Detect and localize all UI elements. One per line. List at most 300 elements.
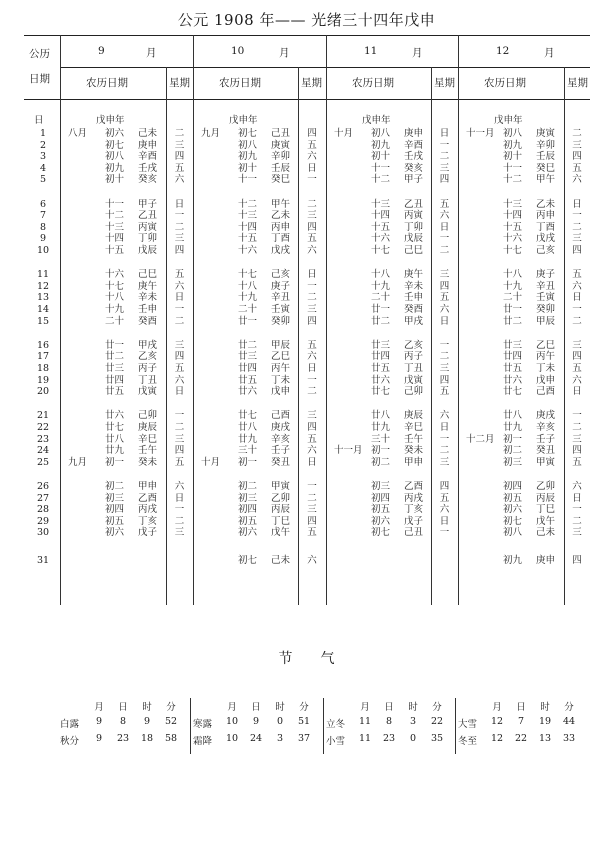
lunar-day: 十七 [105, 280, 125, 292]
jieqi-value: 33 [562, 733, 576, 744]
weekday: 一 [174, 410, 185, 422]
table-top-rule [24, 35, 590, 36]
jieqi-value: 0 [276, 716, 284, 727]
lunar-day: 十九 [503, 280, 523, 292]
weekday: 日 [572, 386, 582, 398]
lunar-day: 十五 [105, 245, 125, 256]
day-number: 14 [36, 304, 50, 315]
weekday: 三 [174, 527, 185, 539]
ganzhi: 辛卯 [536, 139, 556, 151]
weekday: 三 [174, 139, 185, 151]
day-number: 6 [39, 198, 47, 210]
lunar-day: 初十 [371, 151, 391, 163]
month-number: 11 [364, 45, 378, 57]
ganzhi: 庚申 [404, 128, 424, 139]
lunar-day: 十七 [238, 269, 258, 281]
ganzhi: 甲寅 [536, 456, 556, 468]
weekday: 二 [439, 245, 450, 256]
ganzhi: 乙酉 [138, 492, 158, 504]
lunar-month-marker: 十月 [334, 128, 354, 139]
jieqi-column-header: 时 [275, 702, 285, 713]
weekday: 五 [439, 492, 450, 504]
lunar-day: 十二 [371, 174, 391, 186]
ganzhi: 丁亥 [404, 504, 424, 516]
ganzhi: 戊寅 [138, 386, 158, 398]
weekday: 二 [572, 128, 582, 139]
jieqi-value: 23 [116, 733, 130, 744]
weekday: 五 [307, 233, 317, 245]
lunar-day: 初二 [238, 481, 258, 492]
ganzhi: 辛卯 [271, 151, 291, 163]
lunar-day: 初八 [371, 128, 391, 139]
ganzhi: 己卯 [404, 386, 424, 398]
month-unit: 月 [544, 47, 555, 59]
lunar-day: 初十 [503, 151, 523, 163]
ganzhi: 庚戌 [271, 422, 291, 433]
jieqi-value: 10 [225, 733, 239, 744]
ganzhi: 甲子 [138, 198, 158, 210]
weekday: 六 [307, 445, 317, 457]
lunar-day: 廿三 [105, 363, 125, 374]
lunar-day: 十九 [238, 292, 258, 304]
ganzhi: 癸未 [138, 456, 158, 468]
month-number: 12 [496, 45, 510, 57]
weekday: 六 [572, 374, 582, 386]
ganzhi: 戊戌 [536, 233, 556, 245]
lunar-day: 廿一 [371, 304, 391, 315]
day-number: 22 [36, 422, 50, 433]
lunar-day: 初六 [105, 527, 125, 539]
lunar-day: 初二 [371, 456, 391, 468]
ganzhi: 辛酉 [138, 151, 158, 163]
ganzhi: 癸亥 [138, 174, 158, 186]
jieqi-divider [455, 698, 456, 754]
ganzhi: 丙申 [271, 221, 291, 233]
year-label: 戊申年 [96, 115, 125, 126]
day-number: 20 [36, 386, 50, 398]
weekday: 四 [174, 351, 185, 363]
lunar-day: 廿四 [503, 351, 523, 363]
ganzhi: 壬子 [536, 433, 556, 445]
weekday: 四 [439, 374, 450, 386]
lunar-day: 十四 [238, 221, 258, 233]
lunar-day: 初一 [371, 445, 391, 457]
jieqi-name: 寒露 [193, 719, 213, 730]
weekday: 四 [174, 445, 185, 457]
jieqi-value: 3 [276, 733, 284, 744]
ganzhi: 甲寅 [271, 481, 291, 492]
ganzhi: 癸卯 [271, 315, 291, 327]
jieqi-name: 白露 [60, 719, 80, 730]
lunar-day: 初九 [238, 151, 258, 163]
ganzhi: 己酉 [271, 410, 291, 422]
ganzhi: 丁巳 [536, 504, 556, 516]
weekday: 三 [307, 304, 317, 315]
weekday: 一 [174, 210, 185, 222]
ganzhi: 丙戌 [138, 504, 158, 516]
weekday: 二 [572, 422, 582, 433]
year-label: 戊申年 [362, 115, 391, 126]
lunar-day: 廿八 [371, 410, 391, 422]
ganzhi: 乙丑 [404, 198, 424, 210]
ganzhi: 丙寅 [138, 221, 158, 233]
lunar-day: 初五 [371, 504, 391, 516]
jieqi-value: 51 [297, 716, 311, 727]
ganzhi: 戊子 [138, 527, 158, 539]
lunar-day: 十九 [371, 280, 391, 292]
weekday: 一 [439, 527, 450, 539]
lunar-day: 廿三 [503, 339, 523, 351]
ganzhi: 乙亥 [404, 339, 424, 351]
lunar-day: 廿八 [503, 410, 523, 422]
ganzhi: 丁酉 [271, 233, 291, 245]
day-number: 2 [39, 139, 47, 151]
lunar-day: 初四 [105, 504, 125, 516]
weekday: 二 [307, 198, 317, 210]
weekday: 二 [307, 492, 317, 504]
jieqi-column-header: 日 [118, 702, 128, 713]
weekday: 五 [572, 269, 582, 281]
jieqi-value: 35 [430, 733, 444, 744]
ganzhi: 辛巳 [138, 433, 158, 445]
weekday: 二 [572, 221, 582, 233]
ganzhi: 戊午 [536, 515, 556, 527]
weekday: 三 [572, 433, 582, 445]
lunar-day: 初三 [105, 492, 125, 504]
weekday: 三 [572, 339, 582, 351]
ganzhi: 甲申 [404, 456, 424, 468]
day-number: 19 [36, 374, 50, 386]
day-number: 13 [36, 292, 50, 304]
lunar-day: 初四 [371, 492, 391, 504]
weekday: 四 [439, 174, 450, 186]
lunar-day: 初五 [105, 515, 125, 527]
day-number: 3 [39, 151, 47, 163]
weekday: 一 [572, 210, 582, 222]
day-number: 12 [36, 280, 50, 292]
lunar-day: 初一 [503, 433, 523, 445]
gongli-header-bottom: 日期 [29, 73, 50, 85]
weekday: 日 [439, 315, 450, 327]
jieqi-name: 立冬 [326, 719, 346, 730]
weekday: 二 [174, 315, 185, 327]
weekday: 一 [307, 481, 317, 492]
day-number: 8 [39, 221, 47, 233]
weekday: 一 [439, 339, 450, 351]
weekday: 三 [174, 233, 185, 245]
weekday: 四 [572, 445, 582, 457]
lunar-day: 十一 [503, 162, 523, 174]
weekday: 三 [174, 433, 185, 445]
lunar-day: 初七 [238, 128, 258, 139]
weekday: 三 [439, 162, 450, 174]
weekday: 日 [572, 292, 582, 304]
lunar-day: 初八 [503, 527, 523, 539]
lunar-day: 廿七 [371, 386, 391, 398]
weekday: 四 [307, 515, 317, 527]
weekday: 六 [572, 174, 582, 186]
ganzhi: 壬午 [138, 445, 158, 457]
weekday: 一 [439, 433, 450, 445]
lunar-day: 初三 [371, 481, 391, 492]
lunar-day: 初七 [371, 527, 391, 539]
ganzhi: 己未 [138, 128, 158, 139]
lunar-day: 初六 [371, 515, 391, 527]
weekday: 三 [174, 339, 185, 351]
ganzhi: 己巳 [404, 245, 424, 256]
lunar-day: 十四 [371, 210, 391, 222]
jieqi-column-header: 时 [142, 702, 152, 713]
week-header: 星期 [567, 77, 588, 89]
lunar-day: 廿七 [238, 410, 258, 422]
weekday: 五 [307, 527, 317, 539]
lunar-day: 廿二 [503, 315, 523, 327]
lunar-day: 十九 [105, 304, 125, 315]
lunar-day: 十三 [503, 198, 523, 210]
weekday: 六 [174, 174, 185, 186]
lunar-day: 廿九 [238, 433, 258, 445]
jieqi-divider [323, 698, 324, 754]
day-number: 10 [36, 245, 50, 256]
ganzhi: 己亥 [536, 245, 556, 256]
weekday: 二 [572, 315, 582, 327]
jieqi-value: 3 [409, 716, 417, 727]
lunar-day: 初六 [238, 527, 258, 539]
weekday: 六 [307, 554, 317, 566]
jieqi-column-header: 日 [251, 702, 261, 713]
ganzhi: 丙辰 [536, 492, 556, 504]
ganzhi: 辛巳 [404, 422, 424, 433]
lunar-day: 廿九 [105, 445, 125, 457]
weekday: 日 [174, 292, 185, 304]
weekday: 一 [439, 139, 450, 151]
ganzhi: 壬寅 [536, 292, 556, 304]
lunar-day: 十六 [371, 233, 391, 245]
jieqi-value: 24 [249, 733, 263, 744]
lunar-day: 廿六 [371, 374, 391, 386]
weekday: 日 [439, 128, 450, 139]
lunar-day: 初九 [105, 162, 125, 174]
ganzhi: 壬辰 [271, 162, 291, 174]
lunar-day: 十七 [371, 245, 391, 256]
jieqi-column-header: 月 [360, 702, 370, 713]
weekday: 四 [307, 422, 317, 433]
ganzhi: 壬午 [404, 433, 424, 445]
jieqi-value: 37 [297, 733, 311, 744]
lunar-month-marker: 十二月 [466, 433, 495, 445]
lunar-day: 初八 [105, 151, 125, 163]
jieqi-value: 52 [164, 716, 178, 727]
ganzhi: 辛未 [138, 292, 158, 304]
ganzhi: 丙子 [138, 363, 158, 374]
ganzhi: 戊辰 [138, 245, 158, 256]
day-number: 18 [36, 363, 50, 374]
weekday: 二 [174, 515, 185, 527]
weekday: 日 [439, 515, 450, 527]
month-column-divider [326, 35, 327, 605]
jieqi-value: 9 [252, 716, 260, 727]
ganzhi: 壬戌 [138, 162, 158, 174]
ganzhi: 壬申 [404, 292, 424, 304]
weekday: 一 [572, 504, 582, 516]
header-bottom-rule [24, 99, 590, 100]
lunar-day: 初四 [503, 481, 523, 492]
lunar-day: 初一 [238, 456, 258, 468]
ganzhi: 戊辰 [404, 233, 424, 245]
ganzhi: 己未 [536, 527, 556, 539]
lunar-month-marker: 十一月 [334, 445, 363, 457]
ganzhi: 壬子 [271, 445, 291, 457]
jieqi-name: 冬至 [458, 736, 478, 747]
ganzhi: 辛亥 [271, 433, 291, 445]
day-number: 27 [36, 492, 50, 504]
weekday: 一 [307, 280, 317, 292]
weekday: 五 [307, 139, 317, 151]
weekday: 三 [307, 504, 317, 516]
lunar-month-marker: 八月 [68, 128, 88, 139]
weekday: 六 [174, 481, 185, 492]
ganzhi: 癸丑 [271, 456, 291, 468]
weekday: 日 [439, 422, 450, 433]
day-number: 30 [36, 527, 50, 539]
ganzhi: 己卯 [138, 410, 158, 422]
lunar-day: 十三 [371, 198, 391, 210]
jieqi-value: 9 [95, 733, 103, 744]
lunar-day: 廿一 [105, 339, 125, 351]
ganzhi: 乙未 [271, 210, 291, 222]
jieqi-column-header: 月 [94, 702, 104, 713]
weekday: 一 [572, 304, 582, 315]
ganzhi: 辛丑 [271, 292, 291, 304]
ganzhi: 丙午 [271, 363, 291, 374]
day-number: 26 [36, 481, 50, 492]
day-number: 17 [36, 351, 50, 363]
ganzhi: 庚戌 [536, 410, 556, 422]
ganzhi: 癸卯 [536, 304, 556, 315]
jieqi-value: 9 [95, 716, 103, 727]
weekday: 四 [572, 554, 582, 566]
lunar-date-header: 农历日期 [219, 77, 261, 89]
jieqi-value: 12 [490, 716, 504, 727]
ganzhi: 庚申 [536, 554, 556, 566]
jieqi-column-header: 月 [227, 702, 237, 713]
weekday: 日 [174, 386, 185, 398]
jieqi-name: 霜降 [193, 736, 213, 747]
lunar-day: 廿四 [371, 351, 391, 363]
ganzhi: 庚辰 [404, 410, 424, 422]
lunar-day: 二十 [503, 292, 523, 304]
weekday: 二 [572, 515, 582, 527]
ganzhi: 乙巳 [536, 339, 556, 351]
lunar-day: 初十 [238, 162, 258, 174]
ganzhi: 甲申 [138, 481, 158, 492]
lunar-day: 十四 [503, 210, 523, 222]
lunar-day: 十六 [238, 245, 258, 256]
ganzhi: 丁丑 [404, 363, 424, 374]
lunar-day: 初九 [503, 554, 523, 566]
lunar-day: 十五 [371, 221, 391, 233]
week-header: 星期 [301, 77, 322, 89]
ganzhi: 乙卯 [536, 481, 556, 492]
ganzhi: 丙寅 [404, 210, 424, 222]
weekday: 二 [439, 151, 450, 163]
day-number: 9 [39, 233, 47, 245]
lunar-day: 廿七 [105, 422, 125, 433]
weekday: 五 [307, 433, 317, 445]
weekday: 二 [307, 292, 317, 304]
ganzhi: 甲午 [271, 198, 291, 210]
day-number: 15 [36, 315, 50, 327]
lunar-day: 十一 [105, 198, 125, 210]
weekday: 日 [572, 492, 582, 504]
lunar-day: 初八 [238, 139, 258, 151]
lunar-day: 初九 [371, 139, 391, 151]
lunar-day: 初七 [503, 515, 523, 527]
lunar-day: 十五 [503, 221, 523, 233]
lunar-day: 十六 [105, 269, 125, 281]
jieqi-value: 12 [490, 733, 504, 744]
ganzhi: 乙亥 [138, 351, 158, 363]
day-number: 31 [36, 554, 50, 566]
weekday: 六 [439, 410, 450, 422]
ganzhi: 乙未 [536, 198, 556, 210]
ganzhi: 丙午 [536, 351, 556, 363]
weekday: 四 [572, 351, 582, 363]
gongli-header-top: 公历 [29, 48, 50, 60]
lunar-day: 廿八 [105, 433, 125, 445]
month-column-divider [193, 35, 194, 605]
lunar-day: 廿五 [503, 363, 523, 374]
jieqi-name: 秋分 [60, 736, 80, 747]
month-column-divider [458, 35, 459, 605]
weekday: 六 [307, 151, 317, 163]
lunar-day: 廿二 [371, 315, 391, 327]
weekday: 五 [439, 292, 450, 304]
lunar-date-header: 农历日期 [352, 77, 394, 89]
ganzhi: 庚子 [536, 269, 556, 281]
weekday: 四 [307, 128, 317, 139]
lunar-day: 廿六 [238, 386, 258, 398]
ganzhi: 丁卯 [138, 233, 158, 245]
jieqi-value: 22 [430, 716, 444, 727]
day-number: 11 [36, 269, 50, 281]
weekday: 三 [439, 363, 450, 374]
day-number: 29 [36, 515, 50, 527]
lunar-day: 初五 [503, 492, 523, 504]
ganzhi: 庚寅 [536, 128, 556, 139]
ganzhi: 丁丑 [138, 374, 158, 386]
weekday: 二 [439, 351, 450, 363]
lunar-day: 廿二 [105, 351, 125, 363]
weekday: 五 [572, 162, 582, 174]
lunar-date-header: 农历日期 [86, 77, 128, 89]
ganzhi: 癸酉 [138, 315, 158, 327]
lunar-day: 初七 [238, 554, 258, 566]
month-unit: 月 [146, 47, 157, 59]
weekday: 一 [572, 410, 582, 422]
weekday: 二 [307, 386, 317, 398]
ganzhi: 戊戌 [271, 245, 291, 256]
weekday: 五 [174, 162, 185, 174]
day-number: 23 [36, 433, 50, 445]
day-label: 日 [34, 115, 44, 126]
weekday: 一 [439, 233, 450, 245]
ganzhi: 己丑 [404, 527, 424, 539]
weekday: 一 [174, 504, 185, 516]
ganzhi: 甲子 [404, 174, 424, 186]
ganzhi: 丙子 [404, 351, 424, 363]
lunar-day: 廿九 [503, 422, 523, 433]
